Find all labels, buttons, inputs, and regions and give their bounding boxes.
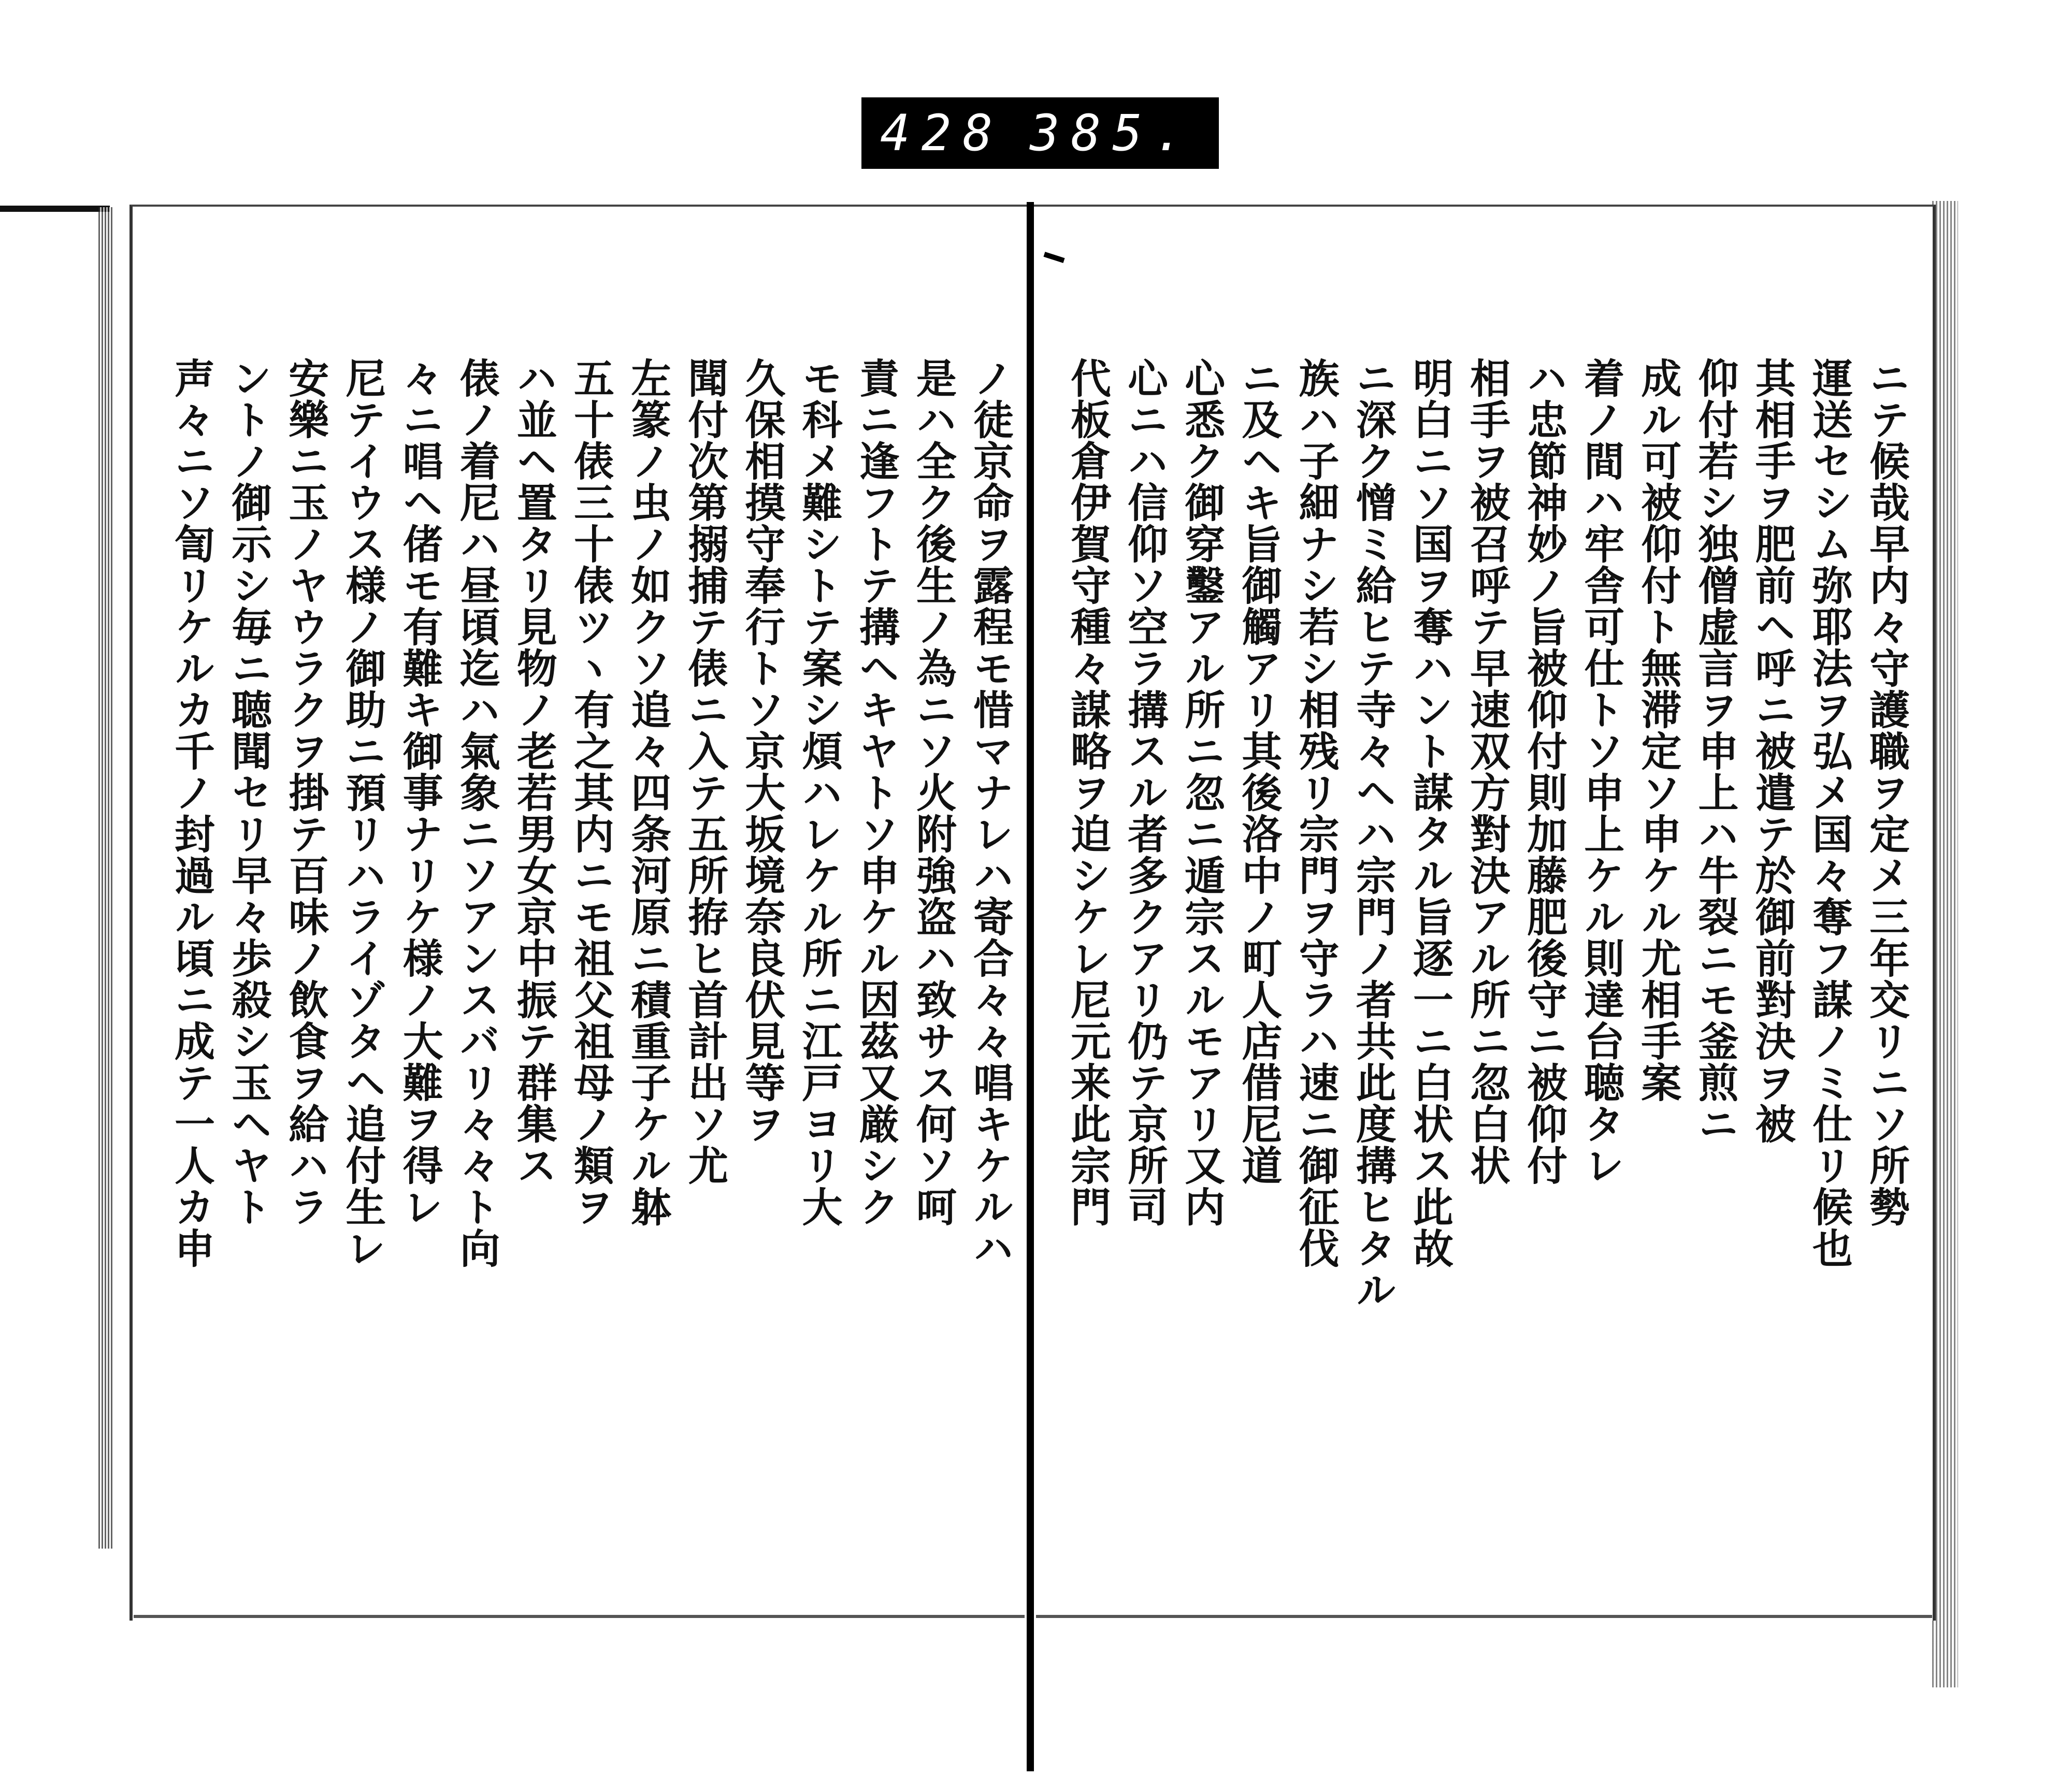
text-column: ニ深ク憎ミ給ヒテ寺々ヘハ宗門ノ者共此度搆ヒタル (1349, 357, 1397, 1310)
left-page-text (168, 357, 1014, 1590)
right-page-text (1064, 357, 1910, 1590)
text-column: 五十俵三十俵ツヽ有之其内ニモ祖父祖母ノ類ヲ (567, 357, 614, 1227)
text-column: ハ並ヘ置タリ見物ノ老若男女京中振テ群集ス (510, 357, 557, 1186)
frame-number-left: 428 (880, 104, 1004, 162)
book-edge-shadow-left (0, 206, 110, 212)
text-column: 尼テイウス様ノ御助ニ預リハライゾタヘ追付生レ (339, 357, 386, 1269)
text-column: 族ハ子細ナシ若シ相残リ宗門ヲ守ラハ速ニ御征伐 (1292, 357, 1340, 1269)
right-page-bottom-edge (1036, 1615, 1932, 1618)
text-column: 仰付若シ独僧虚言ヲ申上ハ牛裂ニモ釜煎ニ (1691, 357, 1739, 1145)
text-column: 其相手ヲ肥前ヘ呼ニ被遣テ於御前對決ヲ被 (1748, 357, 1796, 1145)
text-column: 心ニハ信仰ソ空ラ搆スル者多クアリ仍テ京所司 (1121, 357, 1169, 1227)
text-column: 久保相摸守奉行トソ京大坂境奈良伏見等ヲ (738, 357, 786, 1145)
book-fore-edge-left (98, 207, 113, 1549)
text-column: モ科メ難シトテ案シ煩ハレケル所ニ江戸ヨリ大 (795, 357, 843, 1227)
text-column: 俵ノ着尼ハ昼頃迄ハ氣象ニソアンスバリ々々ト向 (453, 357, 500, 1269)
text-column: 聞付次第搦捕テ俵ニ入テ五所拵ヒ首計出ソ尤 (681, 357, 729, 1186)
text-column: 是ハ全ク後生ノ為ニソ火附強盗ハ致サス何ソ呵 (909, 357, 957, 1227)
text-column: 責ニ逢フトテ搆ヘキヤトソ申ケル因茲又厳シク (852, 357, 900, 1227)
book-gutter (1027, 202, 1034, 1771)
text-column: 心悉ク御穿鑿アル所ニ忽ニ遁宗スルモアリ又内 (1178, 357, 1226, 1227)
text-column: 成ル可被仰付ト無滞定ソ申ケル尤相手案 (1634, 357, 1682, 1103)
text-column: ハ忠節神妙ノ旨被仰付則加藤肥後守ニ被仰付 (1520, 357, 1568, 1186)
text-column: ニテ候哉早内々守護職ヲ定メ三年交リニソ所勢 (1862, 357, 1910, 1227)
text-column: 着ノ間ハ牢舎可仕トソ申上ケル則達台聴タレ (1577, 357, 1625, 1186)
text-column: 左篆ノ虫ノ如クソ追々四条河原ニ積重子ケル躰 (624, 357, 672, 1227)
text-column: 声々ニソ訇リケルカ千ノ封過ル頃ニ成テ一人カ申 (168, 357, 215, 1269)
book-fore-edge-right (1932, 201, 1958, 1687)
text-column: 代板倉伊賀守種々謀略ヲ迫シケレ尼元来此宗門 (1064, 357, 1111, 1227)
frame-number-plate (861, 97, 1219, 169)
text-column: ントノ御示シ毎ニ聴聞セリ早々歩殺シ玉ヘヤト (225, 357, 272, 1227)
frame-number-right: 385. (1029, 104, 1195, 162)
text-column: 明白ニソ国ヲ奪ハント謀タル旨逐一ニ白状ス此故 (1406, 357, 1454, 1269)
text-column: ニ及ヘキ旨御觸アリ其後洛中ノ町人店借尼道 (1235, 357, 1283, 1186)
text-column: 相手ヲ被召呼テ早速双方對決アル所ニ忽白状 (1463, 357, 1510, 1186)
text-column: 々ニ唱ヘ偖モ有難キ御事ナリケ様ノ大難ヲ得レ (396, 357, 443, 1227)
left-page-bottom-edge (134, 1615, 1025, 1618)
text-column: ノ徒京命ヲ露程モ惜マナレハ寄合々々唱キケルハ (966, 357, 1014, 1269)
text-column: 運送セシム弥耶法ヲ弘メ国々奪フ謀ノミ仕リ候也 (1805, 357, 1853, 1269)
text-column: 安樂ニ玉ノヤウラクヲ掛テ百味ノ飲食ヲ給ハラ (282, 357, 329, 1227)
